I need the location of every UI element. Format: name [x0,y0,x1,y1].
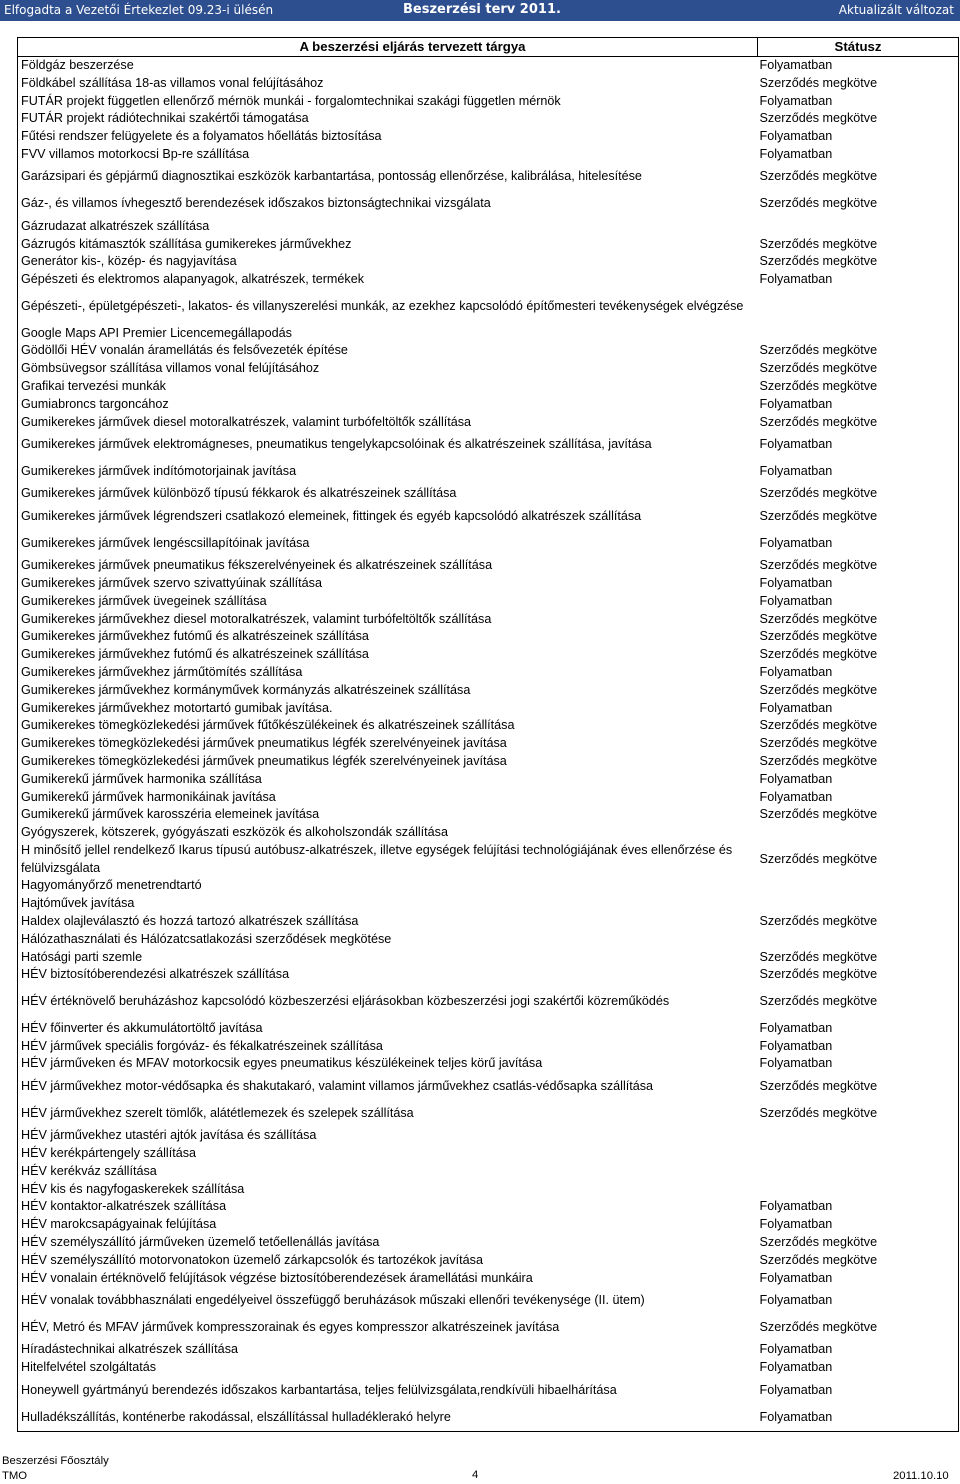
procurement-subject: HÉV kerékváz szállítása [21,1163,157,1178]
table-row [18,1359,959,1377]
procurement-subject: Híradástechnikai alkatrészek szállítása [21,1342,238,1357]
status-cell: Szerződés megkötve [759,611,878,626]
footer-page-number: 4 [472,1469,479,1481]
procurement-subject: HÉV járművekhez szerelt tömlők, alátétlemezek és szelepek szállítása [21,1105,414,1120]
procurement-subject: Gumikerekes tömegközlekedési járművek pneumatikus légfék szerelvényeinek javítása [21,736,507,751]
table-row [18,1404,959,1432]
procurement-subject: Gumikerekes járművek üvegeinek szállítása [21,593,267,608]
procurement-subject: HÉV járműveken és MFAV motorkocsik egyes pneumatikus készülékeinek teljes körű javítása [21,1056,543,1071]
table-row [18,218,959,236]
table-row [18,146,959,164]
status-cell: Szerződés megkötve [759,914,878,929]
status-cell: Szerződés megkötve [759,736,878,751]
table-row [18,842,959,878]
status-cell: Folyamatban [759,1342,833,1357]
procurement-subject: Gumikerekes járművek pneumatikus fékszerelvényeinek és alkatrészeinek szállítása [21,558,493,573]
table-header-row [18,38,959,57]
status-cell: Szerződés megkötve [759,378,878,393]
procurement-subject: HÉV, Metró és MFAV járművek kompresszorainak és egyes kompresszor alkatrészeinek javítása [21,1320,560,1335]
table-row [18,1163,959,1181]
table-row [18,628,959,646]
table-row [18,984,959,1020]
status-cell [758,877,959,895]
table-row [18,458,959,485]
procurement-subject: Haldex olajleválasztó és hozzá tartozó alkatrészek szállítása [21,914,359,929]
table-row [18,913,959,931]
procurement-subject: Gáz-, és villamos ívhegesztő berendezések időszakos biztonságtechnikai vizsgálata [21,196,491,211]
status-cell: Szerződés megkötve [759,647,878,662]
table-row [18,806,959,824]
footer-unit: TMO [2,1470,28,1482]
table-row [18,57,959,75]
status-cell: Szerződés megkötve [759,196,878,211]
procurement-subject: Földkábel szállítása 18-as villamos vonal felújításához [21,75,324,90]
table-row [18,289,959,325]
status-cell: Folyamatban [759,593,833,608]
status-cell: Folyamatban [759,58,833,72]
status-cell: Szerződés megkötve [759,1235,878,1250]
procurement-subject: Gépészeti és elektromos alapanyagok, alkatrészek, termékek [21,272,364,287]
status-cell [758,895,959,913]
procurement-subject: Gumikerekes járművekhez futómű és alkatrészeinek szállítása [21,629,369,644]
version-note: Aktualizált változat [838,3,954,17]
table-row [18,1055,959,1073]
table-row [18,664,959,682]
status-cell: Folyamatban [759,146,833,161]
table-row [18,1216,959,1234]
status-cell: Szerződés megkötve [759,254,878,269]
status-cell [758,1181,959,1199]
procurement-subject: HÉV értéknövelő beruházáshoz kapcsolódó közbeszerzési eljárásokban közbeszerzési jogi szakértői közreműködés [21,994,670,1009]
status-cell: Szerződés megkötve [759,343,878,358]
table-row [18,1341,959,1359]
procurement-subject: Gázrugós kitámasztók szállítása gumikerekes járművekhez [21,236,352,251]
table-row [18,771,959,789]
table-row [18,1270,959,1288]
table-row [18,1287,959,1314]
procurement-subject: Hajtóművek javítása [21,896,135,911]
procurement-subject: Hagyományőrző menetrendtartó [21,878,202,893]
procurement-subject: HÉV marokcsapágyainak felújítása [21,1217,217,1232]
procurement-subject: Garázsipari és gépjármű diagnosztikai eszközök karbantartása, pontosság ellenőrzése, kalibrálása, hitelesítése [21,169,642,184]
status-cell [758,1145,959,1163]
table-row [18,360,959,378]
status-cell: Szerződés megkötve [759,508,878,523]
table-row [18,271,959,289]
status-cell: Szerződés megkötve [759,169,878,184]
status-cell: Szerződés megkötve [759,111,878,126]
table-row [18,895,959,913]
procurement-subject: Gumikerekű járművek harmonika szállítása [21,771,262,786]
procurement-subject: Gumikerekű járművek harmonikáinak javítása [21,789,276,804]
header-bar [0,0,960,21]
status-cell [758,218,959,236]
table-row [18,110,959,128]
status-cell: Folyamatban [759,396,833,411]
status-cell: Szerződés megkötve [759,1078,878,1093]
procurement-subject: Fűtési rendszer felügyelete és a folyamatos hőellátás biztosítása [21,129,382,144]
procurement-subject: FUTÁR projekt rádiótechnikai szakértői támogatása [21,111,309,126]
status-cell: Folyamatban [759,535,833,550]
procurement-subject: Gömbsüvegsor szállítása villamos vonal felújításához [21,361,320,376]
procurement-subject: Generátor kis-, közép- és nagyjavítása [21,254,237,269]
status-cell: Folyamatban [759,1360,833,1375]
column-header-status: Státusz [758,38,959,57]
table-row [18,646,959,664]
table-row [18,735,959,753]
status-cell: Folyamatban [759,1293,833,1308]
table-row [18,378,959,396]
status-cell: Folyamatban [759,1217,833,1232]
status-cell: Folyamatban [759,1038,833,1053]
table-row [18,611,959,629]
status-cell: Folyamatban [759,1056,833,1071]
procurement-subject: Gyógyszerek, kötszerek, gyógyászati eszközök és alkoholszondák szállítása [21,825,448,840]
table-row [18,1377,959,1404]
procurement-subject: Gumikerekes járművekhez futómű és alkatrészeinek szállítása [21,647,369,662]
column-header-subject: A beszerzési eljárás tervezett tárgya [18,38,758,57]
table-row [18,1181,959,1199]
table-row [18,789,959,807]
table-row [18,1252,959,1270]
status-cell: Folyamatban [759,664,833,679]
table-row [18,93,959,111]
procurement-subject: Gumikerekes járművekhez diesel motoralkatrészek, valamint turbófeltöltők szállítása [21,611,492,626]
table-row [18,1073,959,1100]
procurement-subject: Gumikerekes járművek indítómotorjainak javítása [21,463,297,478]
table-row [18,1020,959,1038]
procurement-subject: Gumiabroncs targoncához [21,396,169,411]
status-cell: Folyamatban [759,1199,833,1214]
status-cell: Folyamatban [759,93,833,108]
procurement-subject: Gumikerekes tömegközlekedési járművek fűtőkészülékeinek és alkatrészeinek szállítása [21,718,515,733]
procurement-subject: Google Maps API Premier Licencemegállapodás [21,325,292,340]
status-cell: Szerződés megkötve [759,807,878,822]
status-cell: Szerződés megkötve [759,414,878,429]
procurement-subject: Földgáz beszerzése [21,58,134,72]
table-row [18,164,959,191]
table-row [18,236,959,254]
table-row [18,396,959,414]
table-body [18,57,959,1432]
procurement-table [17,37,959,1432]
procurement-subject: HÉV kis és nagyfogaskerekek szállítása [21,1181,245,1196]
procurement-subject: HÉV kerékpártengely szállítása [21,1146,196,1161]
status-cell: Folyamatban [759,129,833,144]
status-cell: Szerződés megkötve [759,851,878,866]
procurement-subject: Gumikerekes járművek elektromágneses, pneumatikus tengelykapcsolóinak és alkatrészeinek szállítása, javítása [21,436,652,451]
procurement-subject: FUTÁR projekt független ellenőrző mérnök munkái - forgalomtechnikai szakági független mérnök [21,93,561,108]
status-cell [758,325,959,343]
procurement-subject: HÉV személyszállító járműveken üzemelő tetőellenállás javítása [21,1235,380,1250]
procurement-subject: Gumikerekes járművekhez motortartó gumibak javítása. [21,700,333,715]
status-cell: Szerződés megkötve [759,718,878,733]
status-cell [758,1127,959,1145]
status-cell: Szerződés megkötve [759,1105,878,1120]
status-cell: Folyamatban [759,1020,833,1035]
table-row [18,1145,959,1163]
table-row [18,931,959,949]
status-cell: Szerződés megkötve [759,967,878,982]
status-cell: Szerződés megkötve [759,994,878,1009]
status-cell: Folyamatban [759,1382,833,1397]
procurement-subject: Gumikerekes tömegközlekedési járművek pneumatikus légfék szerelvényeinek javítása [21,753,507,768]
status-cell: Folyamatban [759,789,833,804]
status-cell: Folyamatban [759,700,833,715]
status-cell: Szerződés megkötve [759,558,878,573]
procurement-subject: HÉV biztosítóberendezési alkatrészek szállítása [21,967,290,982]
table-row [18,877,959,895]
table-row [18,128,959,146]
table-row [18,1198,959,1216]
table-row [18,1038,959,1056]
footer-date: 2011.10.10 [893,1470,949,1482]
status-cell: Szerződés megkötve [759,753,878,768]
status-cell: Folyamatban [759,575,833,590]
procurement-subject: HÉV járművekhez motor-védősapka és shakutakaró, valamint villamos járművekhez csatlás-védősapka szállítása [21,1078,654,1093]
table-row [18,503,959,530]
footer-department: Beszerzési Főosztály [2,1455,109,1467]
procurement-subject: HÉV személyszállító motorvonatokon üzemelő zárkapcsolók és tartozékok javítása [21,1252,483,1267]
procurement-subject: Hálózathasználati és Hálózatcsatlakozási szerződések megkötése [21,931,392,946]
procurement-subject: H minősítő jellel rendelkező Ikarus típusú autóbusz-alkatrészek, illetve egységek felújítási technológiájának éves ellenőrzése és felülvizsgálata [21,842,733,875]
procurement-subject: HÉV járművek speciális forgóváz- és fékalkatrészeinek szállítása [21,1038,383,1053]
table-row [18,253,959,271]
table-row [18,593,959,611]
table-row [18,966,959,984]
table-row [18,485,959,503]
status-cell: Szerződés megkötve [759,949,878,964]
status-cell: Szerződés megkötve [759,236,878,251]
status-cell [758,931,959,949]
table-row [18,191,959,218]
table-row [18,75,959,93]
table-row [18,1314,959,1341]
table-row [18,414,959,432]
procurement-subject: Grafikai tervezési munkák [21,378,166,393]
procurement-subject: HÉV vonalain értéknövelő felújítások végzése biztosítóberendezések áramellátási munkáira [21,1270,533,1285]
procurement-subject: HÉV járművekhez utastéri ajtók javítása és szállítása [21,1128,317,1143]
status-cell: Szerződés megkötve [759,486,878,501]
procurement-subject: Gépészeti-, épületgépészeti-, lakatos- és villanyszerelési munkák, az ezekhez kapcsolódó építőmesteri tevékenységek elvégzése [21,298,744,313]
status-cell [758,289,959,325]
procurement-subject: Gumikerekes járművek lengéscsillapítóinak javítása [21,535,310,550]
status-cell: Szerződés megkötve [759,682,878,697]
table-row [18,325,959,343]
procurement-subject: Gumikerekű járművek karosszéria elemeinek javítása [21,807,320,822]
table-row [18,753,959,771]
procurement-table-wrapper [17,37,958,1432]
procurement-subject: Gumikerekes járművek légrendszeri csatlakozó elemeinek, fittingek és egyéb kapcsolódó alkatrészek szállítása [21,508,642,523]
status-cell: Szerződés megkötve [759,361,878,376]
status-cell: Folyamatban [759,1409,833,1424]
table-row [18,1127,959,1145]
table-row [18,717,959,735]
procurement-subject: Gumikerekes járművekhez járműtömítés szállítása [21,664,303,679]
status-cell: Szerződés megkötve [759,629,878,644]
status-cell: Folyamatban [759,272,833,287]
procurement-subject: Hitelfelvétel szolgáltatás [21,1360,157,1375]
status-cell: Szerződés megkötve [759,1252,878,1267]
procurement-subject: Gumikerekes járművek különböző típusú fékkarok és alkatrészeinek szállítása [21,486,457,501]
status-cell: Szerződés megkötve [759,1320,878,1335]
document-title: Beszerzési terv 2011. [403,2,561,17]
procurement-subject: Gázrudazat alkatrészek szállítása [21,218,210,233]
table-row [18,342,959,360]
procurement-subject: Gödöllői HÉV vonalán áramellátás és felsővezeték építése [21,343,348,358]
status-cell: Szerződés megkötve [759,75,878,90]
procurement-subject: Honeywell gyártmányú berendezés időszakos karbantartása, teljes felülvizsgálata,rendkívüli hibaelhárítása [21,1382,617,1397]
table-row [18,1234,959,1252]
procurement-subject: Gumikerekes járművekhez kormányművek kormányzás alkatrészeinek szállítása [21,682,471,697]
table-row [18,575,959,593]
procurement-subject: HÉV kontaktor-alkatrészek szállítása [21,1199,227,1214]
status-cell: Folyamatban [759,1270,833,1285]
table-row [18,431,959,458]
table-row [18,824,959,842]
procurement-subject: Hatósági parti szemle [21,949,143,964]
procurement-subject: HÉV vonalak továbbhasználati engedélyeivel összefüggő beruházások műszaki ellenőri tevékenysége (II. ütem) [21,1293,645,1308]
table-row [18,530,959,557]
procurement-subject: Gumikerekes járművek diesel motoralkatrészek, valamint turbófeltöltők szállítása [21,414,472,429]
table-row [18,682,959,700]
status-cell: Folyamatban [759,771,833,786]
procurement-subject: HÉV főinverter és akkumulátortöltő javítása [21,1020,263,1035]
table-row [18,700,959,718]
status-cell [758,824,959,842]
procurement-subject: FVV villamos motorkocsi Bp-re szállítása [21,146,250,161]
status-cell: Folyamatban [759,436,833,451]
table-row [18,557,959,575]
procurement-subject: Gumikerekes járművek szervo szivattyúinak szállítása [21,575,322,590]
procurement-subject: Hulladékszállítás, konténerbe rakodással, elszállítással hulladéklerakó helyre [21,1409,451,1424]
approval-note: Elfogadta a Vezetői Értekezlet 09.23-i ülésén [4,3,274,17]
status-cell [758,1163,959,1181]
table-row [18,1100,959,1127]
status-cell: Folyamatban [759,463,833,478]
table-row [18,949,959,967]
